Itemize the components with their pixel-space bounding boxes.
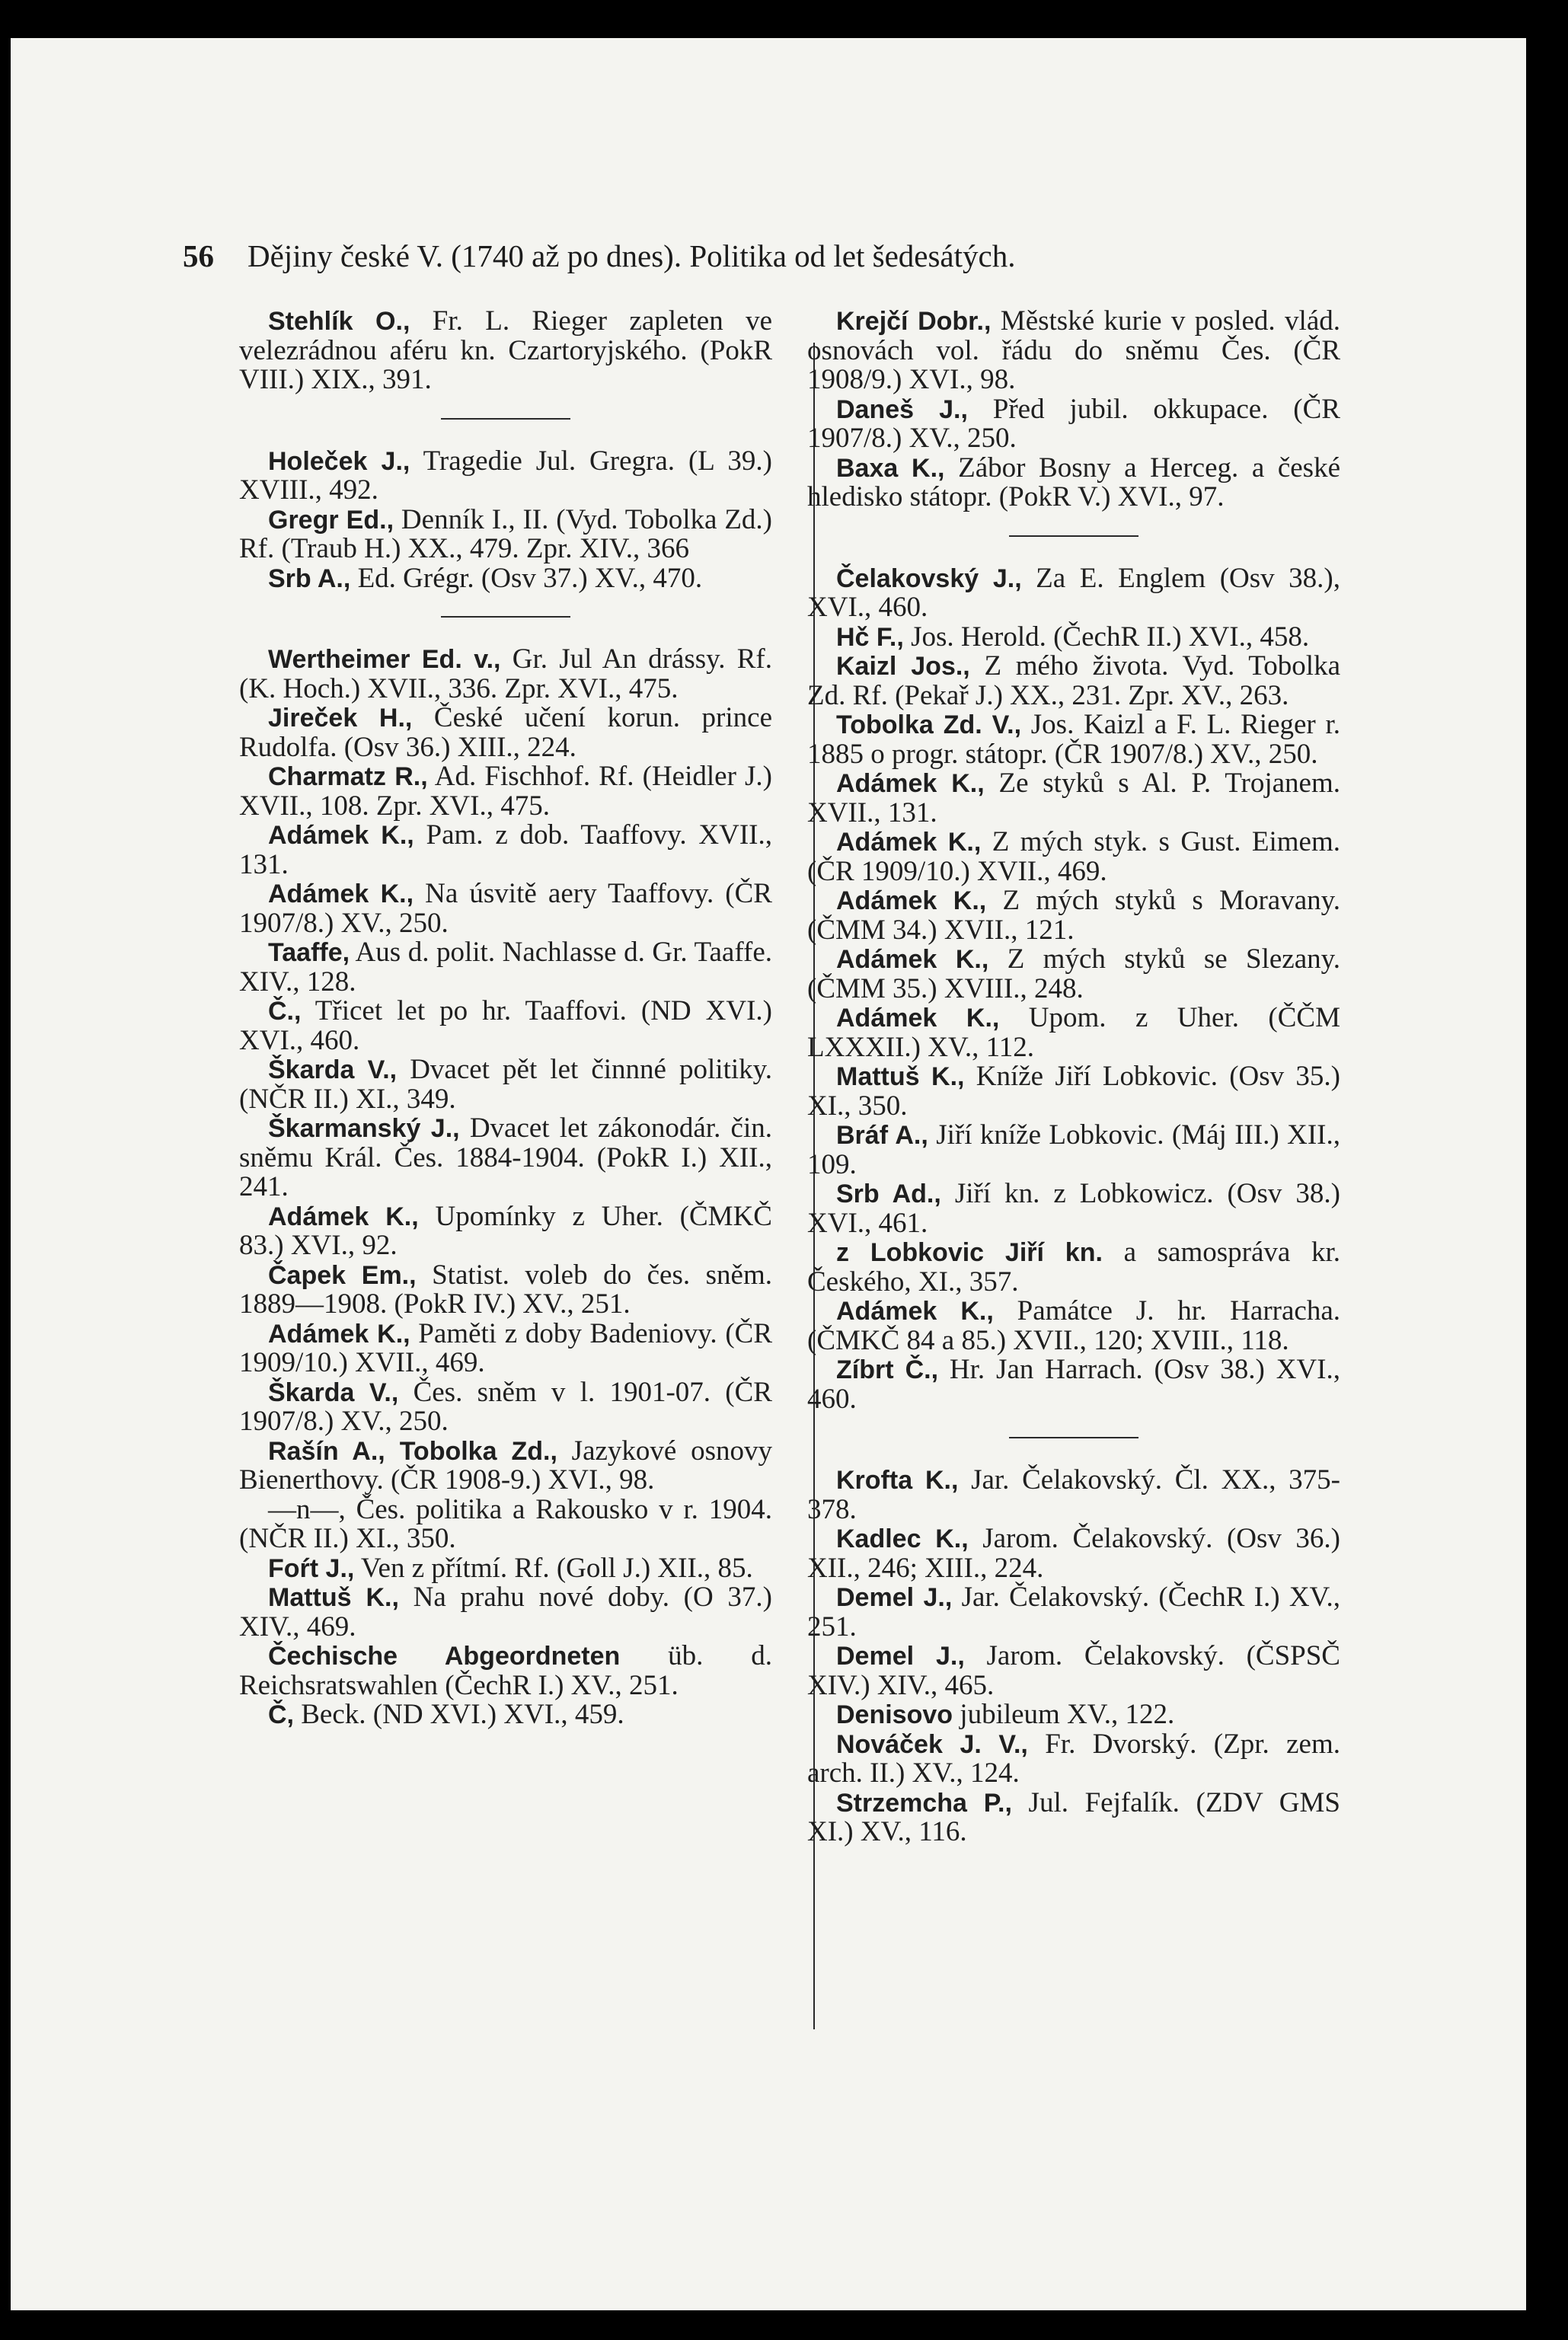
entry-text: Paměti z doby Badeniovy. (ČR 1909/10.) XVII., 469. (239, 1317, 772, 1378)
entry-author: Kadlec K., (836, 1524, 969, 1553)
bibliography-entry (807, 1355, 1340, 1414)
entry-text: Z mého života. Vyd. Tobolka Zd. Rf. (Pekař J.) XX., 231. Zpr. XV., 263. (807, 650, 1341, 711)
entry-author: Nováček J. V., (836, 1729, 1028, 1759)
entry-author: Demel J., (836, 1642, 965, 1671)
bibliography-entry (807, 710, 1340, 769)
entry-author: Jireček H., (268, 704, 413, 733)
bibliography-entry (807, 1524, 1340, 1583)
bibliography-entry (807, 769, 1340, 828)
bibliography-entry (807, 307, 1340, 395)
page-number: 56 (183, 238, 214, 273)
bibliography-entry (807, 1297, 1340, 1355)
entry-author: Adámek K., (836, 1004, 1000, 1033)
entry-author: Škarmanský J., (268, 1114, 460, 1143)
entry-text: Jarom. Čelakovský. (ČSPSČ XIV.) XIV., 465. (807, 1640, 1340, 1701)
entry-text: Jos. Herold. (ČechR II.) XVI., 458. (903, 621, 1310, 653)
entry-author: Foŕt J., (268, 1553, 355, 1583)
entry-author: Škarda V., (268, 1378, 399, 1407)
section-separator (1009, 535, 1138, 537)
bibliography-entry (239, 938, 772, 997)
entry-text: Statist. voleb do čes. sněm. 1889—1908. (PokR IV.) XV., 251. (239, 1259, 772, 1320)
entry-author: Denisovo (836, 1700, 953, 1729)
bibliography-entry (239, 1261, 772, 1320)
bibliography-entry (239, 564, 772, 594)
entry-author: Adámek K., (268, 879, 414, 908)
entry-text: Jiří kn. z Lobkowicz. (Osv 38.) XVI., 461. (807, 1178, 1340, 1239)
entry-author: Srb A., (268, 563, 351, 593)
right-column (807, 307, 1340, 1847)
bibliography-entry (239, 1202, 772, 1261)
running-header (183, 238, 1401, 292)
entry-text: a samospráva kr. Českého, XI., 357. (807, 1237, 1340, 1298)
bibliography-entry (239, 1437, 772, 1496)
bibliography-entry (807, 945, 1340, 1004)
bibliography-entry (807, 1786, 1341, 1847)
bibliography-entry (239, 762, 772, 821)
bibliography-entry (807, 886, 1340, 945)
bibliography-entry (807, 1180, 1340, 1238)
entry-text: Jarom. Čelakovský. (Osv 36.) XII., 246; XIII., 224. (807, 1523, 1340, 1584)
entry-author: Mattuš K., (268, 1583, 399, 1612)
entry-text: Beck. (ND XVI.) XVI., 459. (294, 1699, 624, 1730)
entry-text: Denník I., II. (Vyd. Tobolka Zd.) Rf. (Traub H.) XX., 479. Zpr. XIV., 366 (239, 503, 772, 564)
bibliography-entry (807, 564, 1340, 623)
entry-text: üb. d. Reichsratswahlen (ČechR I.) XV., 251. (239, 1640, 772, 1701)
entry-author: Čechische Abgeordneten (268, 1642, 621, 1671)
entry-text: Upomínky z Uher. (ČMKČ 83.) XVI., 92. (239, 1200, 772, 1261)
bibliography-entry (807, 652, 1340, 710)
bibliography-entry (239, 1114, 772, 1202)
entry-author: Strzemcha P., (836, 1788, 1012, 1818)
entry-text: Zábor Bosny a Herceg. a české hledisko státopr. (PokR V.) XVI., 97. (807, 452, 1340, 512)
bibliography-entry (239, 447, 772, 506)
bibliography-entry (239, 503, 772, 564)
bibliography-entry (807, 1730, 1340, 1789)
bibliography-entry (239, 1583, 772, 1642)
entry-text: Fr. Dvorský. (Zpr. zem. arch. II.) XV., 124. (807, 1728, 1340, 1789)
bibliography-entry (239, 1554, 772, 1584)
bibliography-entry (807, 1062, 1340, 1121)
entry-author: Čelakovský J., (836, 563, 1022, 593)
bibliography-entry (239, 821, 772, 879)
bibliography-entry (239, 307, 772, 395)
entry-author: Demel J., (836, 1583, 953, 1612)
entry-author: Krejčí Dobr., (836, 307, 992, 336)
section-separator (441, 418, 570, 420)
entry-text: Dvacet let zákonodár. čin. sněmu Král. Čes. 1884-1904. (PokR I.) XII., 241. (239, 1113, 772, 1202)
bibliography-entry (239, 1378, 772, 1437)
entry-author: Daneš J., (836, 394, 968, 424)
entry-text: Ven z přítmí. Rf. (Goll J.) XII., 85. (354, 1552, 753, 1584)
entry-author: Adámek K., (268, 1202, 419, 1231)
bibliography-entry (807, 454, 1340, 512)
entry-text: Ad. Fischhof. Rf. (Heidler J.) XVII., 108. Zpr. XVI., 475. (239, 761, 772, 822)
entry-author: Stehlík O., (268, 307, 410, 336)
entry-author: Č., (268, 997, 302, 1026)
bibliography-entry (239, 704, 772, 762)
entry-text: Před jubil. okkupace. (ČR 1907/8.) XV., 250. (807, 393, 1340, 454)
bibliography-entry (807, 1238, 1340, 1297)
bibliography-entry (807, 1121, 1340, 1180)
entry-author: Adámek K., (836, 886, 987, 915)
entry-text: Čes. sněm v l. 1901-07. (ČR 1907/8.) XV., 250. (239, 1376, 772, 1437)
section-separator (441, 616, 570, 618)
entry-text: Jiří kníže Lobkovic. (Máj III.) XII., 109. (807, 1119, 1341, 1180)
entry-author: Gregr Ed., (268, 505, 394, 535)
entry-author: Adámek K., (836, 769, 985, 798)
bibliography-entry (807, 1583, 1340, 1642)
bibliography-entry (807, 828, 1340, 886)
entry-text: Hr. Jan Harrach. (Osv 38.) XVI., 460. (807, 1354, 1340, 1415)
section-separator (1009, 1437, 1138, 1438)
entry-text: Jar. Čelakovský. Čl. XX., 375-378. (807, 1464, 1341, 1525)
entry-author: Baxa K., (836, 453, 945, 483)
entry-text: Kníže Jiří Lobkovic. (Osv 35.) XI., 350. (807, 1061, 1340, 1122)
entry-author: Holeček J., (268, 446, 410, 476)
entry-text: Památce J. hr. Harracha. (ČMKČ 84 a 85.) XVII., 120; XVIII., 118. (807, 1295, 1340, 1356)
bibliography-entry (807, 1004, 1340, 1062)
entry-text: Na úsvitě aery Taaffovy. (ČR 1907/8.) XV., 250. (239, 878, 772, 939)
bibliography-entry (807, 1642, 1340, 1700)
bibliography-entry (807, 1466, 1340, 1524)
entry-text: Z mých styk. s Gust. Eimem. (ČR 1909/10.) XVII., 469. (807, 826, 1340, 887)
entry-text: Z mých styků s Moravany. (ČMM 34.) XVII., 121. (807, 885, 1340, 946)
entry-author: Wertheimer Ed. v., (268, 645, 501, 674)
bibliography-entry (239, 997, 772, 1055)
entry-author: Adámek K., (836, 945, 989, 974)
entry-text: České učení korun. prince Rudolfa. (Osv 36.) XIII., 224. (239, 702, 772, 763)
bibliography-entry (239, 1642, 772, 1700)
entry-author: Taaffe, (268, 938, 350, 967)
entry-text: Ed. Grégr. (Osv 37.) XV., 470. (350, 562, 703, 594)
entry-text: Za E. Englem (Osv 38.), XVI., 460. (807, 562, 1340, 623)
bibliography-entry (239, 1700, 772, 1730)
entry-text: Jos. Kaizl a F. L. Rieger r. 1885 o progr. státopr. (ČR 1907/8.) XV., 250. (807, 709, 1340, 770)
entry-author: Škarda V., (268, 1055, 398, 1084)
running-title: Dějiny české V. (1740 až po dnes). Politika od let šedesátých. (247, 238, 1016, 273)
entry-text: Jar. Čelakovský. (ČechR I.) XV., 251. (807, 1582, 1340, 1642)
entry-text: Jazykové osnovy Bienerthovy. (ČR 1908-9.) XVI., 98. (239, 1435, 772, 1496)
bibliography-entry (807, 623, 1340, 653)
bibliography-entry (239, 1493, 772, 1554)
entry-author: Bráf A., (836, 1121, 928, 1150)
entry-author: Hč F., (836, 622, 904, 652)
entry-text: Aus d. polit. Nachlasse d. Gr. Taaffe. XIV., 128. (239, 937, 772, 998)
entry-author: Mattuš K., (836, 1062, 965, 1091)
entry-text: Tragedie Jul. Gregra. (L 39.) XVIII., 492. (239, 445, 772, 506)
entry-author: Č, (268, 1700, 294, 1729)
left-column (239, 307, 772, 1730)
entry-text: Jul. Fejfalík. (ZDV GMS XI.) XV., 116. (807, 1786, 1341, 1847)
entry-text: Upom. z Uher. (ČČM LXXXII.) XV., 112. (807, 1002, 1340, 1063)
entry-text: Dvacet pět let činnné politiky. (NČR II.) XI., 349. (239, 1054, 772, 1115)
bibliography-entry (239, 645, 772, 704)
entry-author: Adámek K., (268, 821, 414, 850)
entry-text: Gr. Jul An drássy. Rf. (K. Hoch.) XVII., 336. Zpr. XVI., 475. (239, 643, 772, 704)
entry-author: Adámek K., (836, 828, 982, 857)
entry-text: Na prahu nové doby. (O 37.) XIV., 469. (239, 1582, 772, 1642)
bibliography-entry (807, 1700, 1340, 1730)
bibliography-entry (239, 1317, 772, 1378)
entry-author: Adámek K., (836, 1297, 994, 1326)
entry-text: —n—, Čes. politika a Rakousko v r. 1904. (NČR II.) XI., 350. (239, 1493, 772, 1554)
entry-author: z Lobkovic Jiří kn. (836, 1238, 1103, 1267)
bibliography-entry (807, 395, 1340, 454)
entry-text: Městské kurie v posled. vlád. osnovách vol. řádu do sněmu Čes. (ČR 1908/9.) XVI., 98. (807, 305, 1340, 395)
bibliography-entry (239, 1055, 772, 1114)
entry-text: jubileum XV., 122. (953, 1699, 1175, 1730)
entry-author: Charmatz R., (268, 762, 428, 791)
entry-author: Zíbrt Č., (836, 1355, 939, 1384)
entry-text: Třicet let po hr. Taaffovi. (ND XVI.) XVI., 460. (239, 995, 772, 1056)
entry-author: Čapek Em., (268, 1260, 417, 1290)
entry-text: Pam. z dob. Taaffovy. XVII., 131. (239, 819, 772, 880)
entry-text: Fr. L. Rieger zapleten ve velezrádnou aféru kn. Czartoryjského. (PokR VIII.) XIX., 391. (239, 305, 772, 395)
entry-author: Rašín A., Tobolka Zd., (268, 1436, 557, 1466)
bibliography-entry (239, 879, 772, 938)
entry-author: Srb Ad., (836, 1180, 941, 1208)
entry-text: Z mých styků se Slezany. (ČMM 35.) XVIII., 248. (807, 943, 1340, 1004)
entry-text: Ze styků s Al. P. Trojanem. XVII., 131. (807, 768, 1340, 828)
entry-author: Krofta K., (836, 1466, 959, 1495)
entry-author: Adámek K., (268, 1319, 410, 1349)
entry-author: Kaizl Jos., (836, 652, 970, 681)
entry-author: Tobolka Zd. V., (836, 710, 1022, 739)
